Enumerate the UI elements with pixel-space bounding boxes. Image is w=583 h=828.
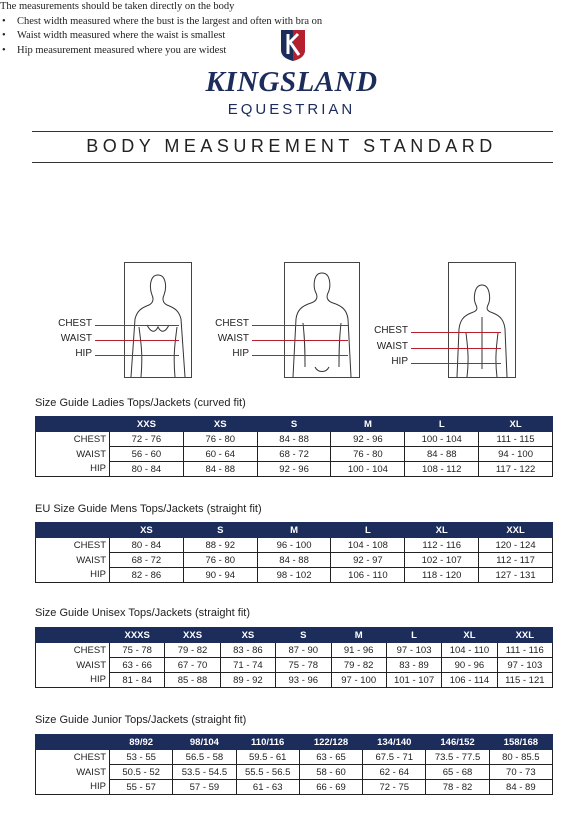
chest-line-male [252,325,348,326]
size-header: L [405,417,479,432]
table-cell: 83 - 86 [220,643,275,658]
table-cell: 111 - 115 [479,432,553,447]
size-header: XXL [497,628,552,643]
size-header: XS [183,417,257,432]
waist-label-back: WAIST [376,341,408,352]
male-figure-illustration [284,262,360,378]
table-header-row [36,628,553,643]
row-label: HIP [36,462,110,477]
table-header-row [36,523,553,538]
hip-label-back: HIP [391,356,408,367]
table-cell: 92 - 96 [331,432,405,447]
size-header: XL [479,417,553,432]
hip-line-male [252,355,348,356]
table-row [36,750,553,765]
header-blank [36,523,110,538]
table-cell: 67.5 - 71 [363,750,426,765]
table-cell: 96 - 100 [257,538,331,553]
table-cell: 62 - 64 [363,765,426,780]
divider-bottom [32,162,553,163]
table-cell: 101 - 107 [386,673,441,688]
table-cell: 106 - 110 [331,568,405,583]
row-label: HIP [36,568,110,583]
table-cell: 111 - 116 [497,643,552,658]
page-title: BODY MEASUREMENT STANDARD [86,136,497,156]
table-header-row [36,735,553,750]
size-header: XXL [479,523,553,538]
table-cell: 55 - 57 [110,780,173,795]
table-cell: 97 - 100 [331,673,386,688]
table-cell: 80 - 84 [110,538,184,553]
size-header: XS [110,523,184,538]
table-cell: 97 - 103 [497,658,552,673]
table-title-mens: EU Size Guide Mens Tops/Jackets (straight fit) [35,503,262,515]
chest-label-female: CHEST [58,318,92,329]
table-cell: 87 - 90 [276,643,331,658]
table-cell: 56.5 - 58 [173,750,236,765]
table-cell: 84 - 89 [489,780,552,795]
row-label: WAIST [36,553,110,568]
table-cell: 75 - 78 [276,658,331,673]
header-blank [36,628,110,643]
size-header: 158/168 [489,735,552,750]
table-cell: 100 - 104 [405,432,479,447]
table-cell: 97 - 103 [386,643,441,658]
row-label: CHEST [36,432,110,447]
table-cell: 104 - 110 [442,643,497,658]
table-cell: 53 - 55 [110,750,173,765]
table-row [36,462,553,477]
size-header: 89/92 [110,735,173,750]
size-header: XXXS [110,628,165,643]
row-label: WAIST [36,765,110,780]
table-cell: 76 - 80 [183,553,257,568]
hip-line-female [95,355,179,356]
table-row [36,765,553,780]
chest-line-back [411,332,501,333]
table-cell: 60 - 64 [183,447,257,462]
table-cell: 98 - 102 [257,568,331,583]
chest-label-male: CHEST [215,318,249,329]
waist-line-female [95,340,179,341]
size-header: M [331,417,405,432]
table-row [36,553,553,568]
table-cell: 90 - 94 [183,568,257,583]
table-cell: 115 - 121 [497,673,552,688]
table-cell: 58 - 60 [299,765,362,780]
table-cell: 78 - 82 [426,780,489,795]
table-row [36,432,553,447]
table-cell: 92 - 97 [331,553,405,568]
size-table-junior [35,734,553,795]
row-label: HIP [36,673,110,688]
table-cell: 79 - 82 [331,658,386,673]
size-header: 146/152 [426,735,489,750]
row-label: HIP [36,780,110,795]
header-blank [36,417,110,432]
size-header: L [386,628,441,643]
table-cell: 67 - 70 [165,658,220,673]
table-cell: 56 - 60 [110,447,184,462]
instruction-hip: • Hip measurement measured where you are widest [0,44,400,59]
row-label: CHEST [36,643,110,658]
table-cell: 76 - 80 [331,447,405,462]
table-cell: 72 - 75 [363,780,426,795]
table-cell: 80 - 85.5 [489,750,552,765]
size-header: XXS [110,417,184,432]
hip-label-female: HIP [75,348,92,359]
instructions-lead: The measurements should be taken directly on the body [0,1,235,12]
table-cell: 94 - 100 [479,447,553,462]
instruction-chest: • Chest width measured where the bust is the largest and often with bra on [0,15,400,30]
size-header: 110/116 [236,735,299,750]
hip-label-male: HIP [232,348,249,359]
size-table-unisex [35,627,553,688]
table-cell: 82 - 86 [110,568,184,583]
table-cell: 73.5 - 77.5 [426,750,489,765]
brand-name: KINGSLAND [205,66,378,98]
table-cell: 50.5 - 52 [110,765,173,780]
table-cell: 71 - 74 [220,658,275,673]
table-cell: 70 - 73 [489,765,552,780]
table-cell: 61 - 63 [236,780,299,795]
table-cell: 79 - 82 [165,643,220,658]
waist-line-back [411,348,501,349]
table-row [36,568,553,583]
size-header: 98/104 [173,735,236,750]
size-header: XL [405,523,479,538]
table-row [36,780,553,795]
size-table-mens [35,522,553,583]
size-header: 134/140 [363,735,426,750]
table-cell: 76 - 80 [183,432,257,447]
size-header: XL [442,628,497,643]
table-cell: 72 - 76 [110,432,184,447]
table-header-row [36,417,553,432]
table-cell: 84 - 88 [183,462,257,477]
size-header: 122/128 [299,735,362,750]
table-cell: 112 - 117 [479,553,553,568]
table-cell: 127 - 131 [479,568,553,583]
table-row [36,538,553,553]
size-header: M [331,628,386,643]
table-cell: 92 - 96 [257,462,331,477]
table-cell: 120 - 124 [479,538,553,553]
row-label: CHEST [36,538,110,553]
table-title-unisex: Size Guide Unisex Tops/Jackets (straight fit) [35,607,250,619]
female-figure-illustration [124,262,192,378]
table-cell: 63 - 66 [110,658,165,673]
back-view-figure-illustration [448,262,516,378]
table-cell: 59.5 - 61 [236,750,299,765]
table-cell: 88 - 92 [183,538,257,553]
table-cell: 53.5 - 54.5 [173,765,236,780]
size-header: S [183,523,257,538]
table-row [36,643,553,658]
table-cell: 85 - 88 [165,673,220,688]
table-cell: 55.5 - 56.5 [236,765,299,780]
chest-line-female [95,325,179,326]
table-row [36,673,553,688]
table-cell: 102 - 107 [405,553,479,568]
table-cell: 108 - 112 [405,462,479,477]
table-cell: 65 - 68 [426,765,489,780]
table-cell: 100 - 104 [331,462,405,477]
hip-line-back [411,363,501,364]
size-header: M [257,523,331,538]
table-cell: 90 - 96 [442,658,497,673]
table-cell: 104 - 108 [331,538,405,553]
row-label: WAIST [36,658,110,673]
table-cell: 84 - 88 [257,432,331,447]
table-cell: 83 - 89 [386,658,441,673]
table-cell: 68 - 72 [110,553,184,568]
row-label: WAIST [36,447,110,462]
table-cell: 91 - 96 [331,643,386,658]
table-cell: 81 - 84 [110,673,165,688]
divider-top [32,131,553,132]
table-cell: 93 - 96 [276,673,331,688]
table-cell: 75 - 78 [110,643,165,658]
size-header: L [331,523,405,538]
header-blank [36,735,110,750]
measurement-instructions [0,0,400,58]
chest-label-back: CHEST [374,325,408,336]
instruction-waist: • Waist width measured where the waist is smallest [0,29,400,44]
table-cell: 66 - 69 [299,780,362,795]
waist-line-male [252,340,348,341]
row-label: CHEST [36,750,110,765]
table-cell: 68 - 72 [257,447,331,462]
table-cell: 57 - 59 [173,780,236,795]
size-header: XXS [165,628,220,643]
table-cell: 117 - 122 [479,462,553,477]
table-cell: 112 - 116 [405,538,479,553]
size-header: XS [220,628,275,643]
table-cell: 84 - 88 [257,553,331,568]
waist-label-female: WAIST [60,333,92,344]
table-row [36,447,553,462]
table-cell: 106 - 114 [442,673,497,688]
table-cell: 118 - 120 [405,568,479,583]
waist-label-male: WAIST [217,333,249,344]
size-header: S [257,417,331,432]
table-cell: 80 - 84 [110,462,184,477]
size-header: S [276,628,331,643]
table-cell: 84 - 88 [405,447,479,462]
size-table-ladies [35,416,553,477]
table-title-ladies: Size Guide Ladies Tops/Jackets (curved fit) [35,397,246,409]
table-cell: 89 - 92 [220,673,275,688]
table-row [36,658,553,673]
table-title-junior: Size Guide Junior Tops/Jackets (straight fit) [35,714,247,726]
brand-tagline: EQUESTRIAN [227,101,356,118]
table-cell: 63 - 65 [299,750,362,765]
